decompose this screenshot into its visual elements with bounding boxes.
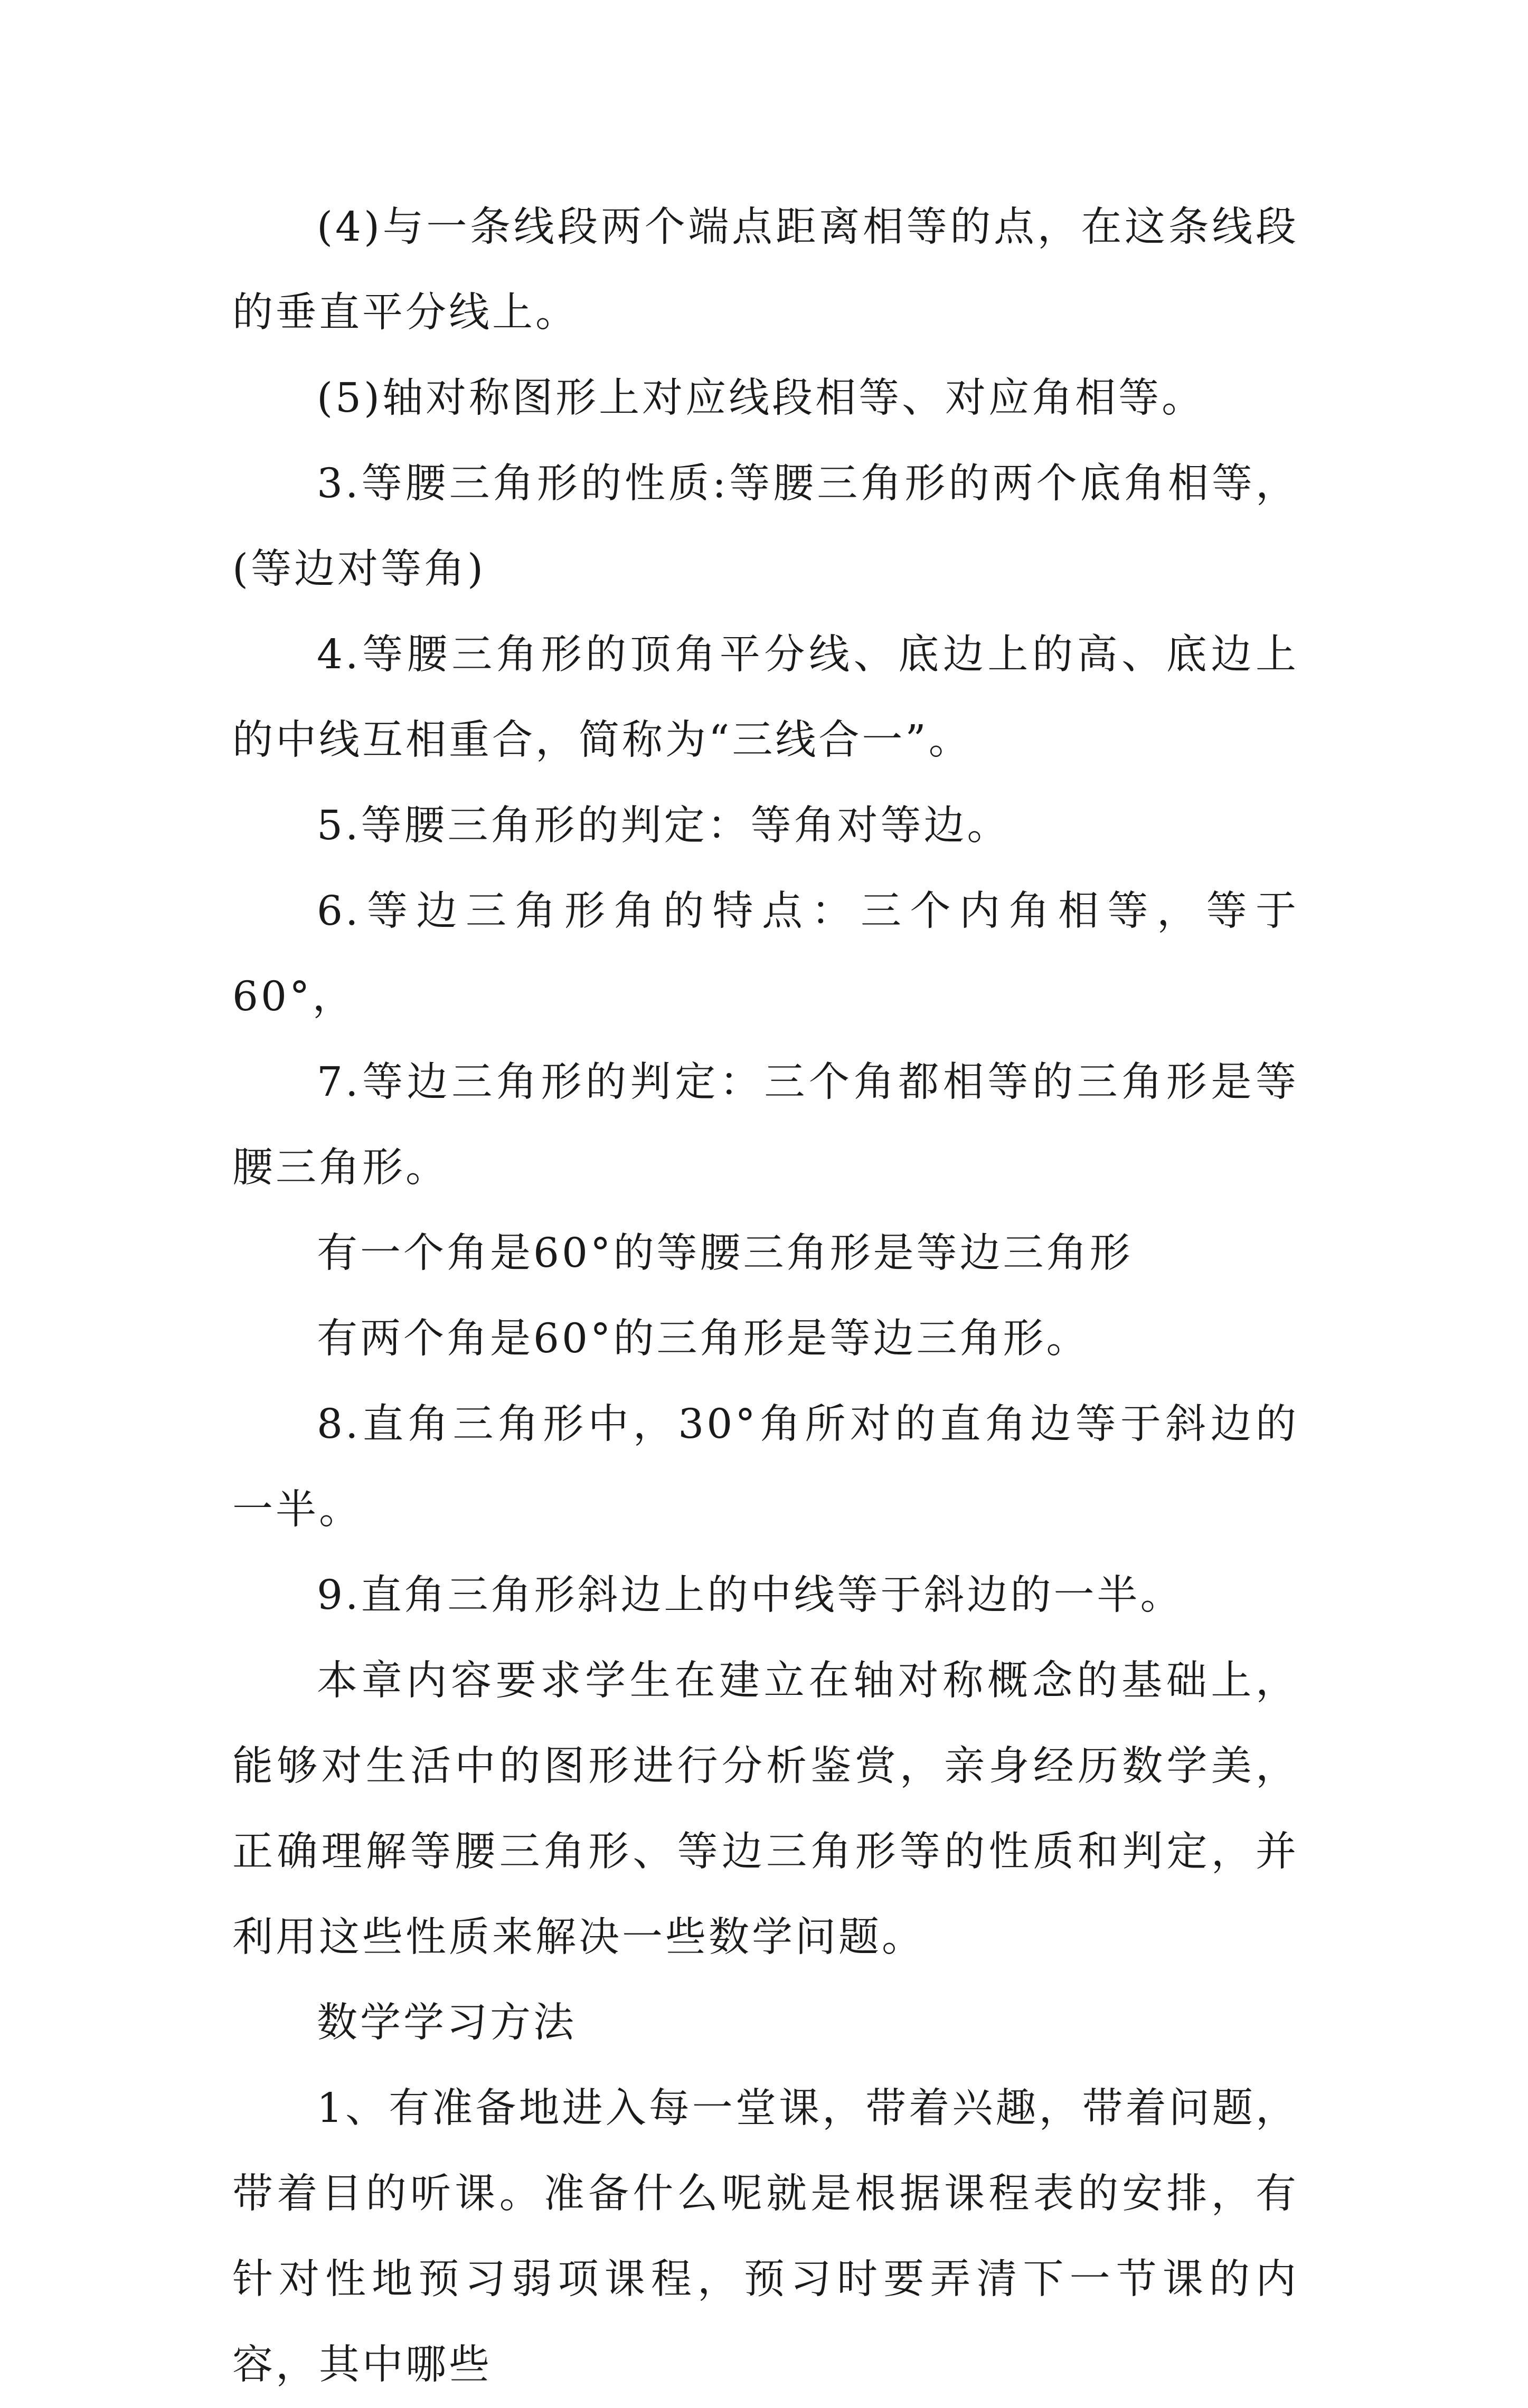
paragraph-perpendicular-bisector-converse: (4)与一条线段两个端点距离相等的点，在这条线段的垂直平分线上。 [232,204,1299,336]
paragraph-three-lines-coincide: 4.等腰三角形的顶角平分线、底边上的高、底边上的中线互相重合，简称为“三线合一”。 [232,631,1299,764]
paragraph-30-degree-right-triangle: 8.直角三角形中，30°角所对的直角边等于斜边的一半。 [232,1401,1299,1533]
paragraph-axis-symmetry-property: (5)轴对称图形上对应线段相等、对应角相等。 [317,375,1205,422]
section-heading-study-methods: 数学学习方法 [317,1999,577,2046]
paragraph-equilateral-criterion-3: 有两个角是60°的三角形是等边三角形。 [317,1315,1090,1362]
paragraph-hypotenuse-median: 9.直角三角形斜边上的中线等于斜边的一半。 [317,1572,1184,1619]
paragraph-study-method-1: 1、有准备地进入每一堂课，带着兴趣，带着问题，带着目的听课。准备什么呢就是根据课程表的安排，有针对性地预习弱项课程，预习时要弄清下一节课的内容，其中哪些 [232,2085,1299,2388]
paragraph-chapter-requirements: 本章内容要求学生在建立在轴对称概念的基础上，能够对生活中的图形进行分析鉴赏，亲身经历数学美，正确理解等腰三角形、等边三角形等的性质和判定，并利用这些性质来解决一些数学问题。 [232,1657,1299,1961]
paragraph-equilateral-criterion-2: 有一个角是60°的等腰三角形是等边三角形 [317,1230,1133,1277]
paragraph-equilateral-criterion: 7.等边三角形的判定：三个角都相等的三角形是等腰三角形。 [232,1059,1299,1191]
paragraph-isosceles-criterion: 5.等腰三角形的判定：等角对等边。 [317,802,1011,849]
paragraph-equilateral-angles: 6.等边三角形角的特点：三个内角相等，等于60°， [232,888,1299,1020]
document-body [232,185,1299,2408]
paragraph-isosceles-property: 3.等腰三角形的性质:等腰三角形的两个底角相等，(等边对等角) [232,460,1299,593]
